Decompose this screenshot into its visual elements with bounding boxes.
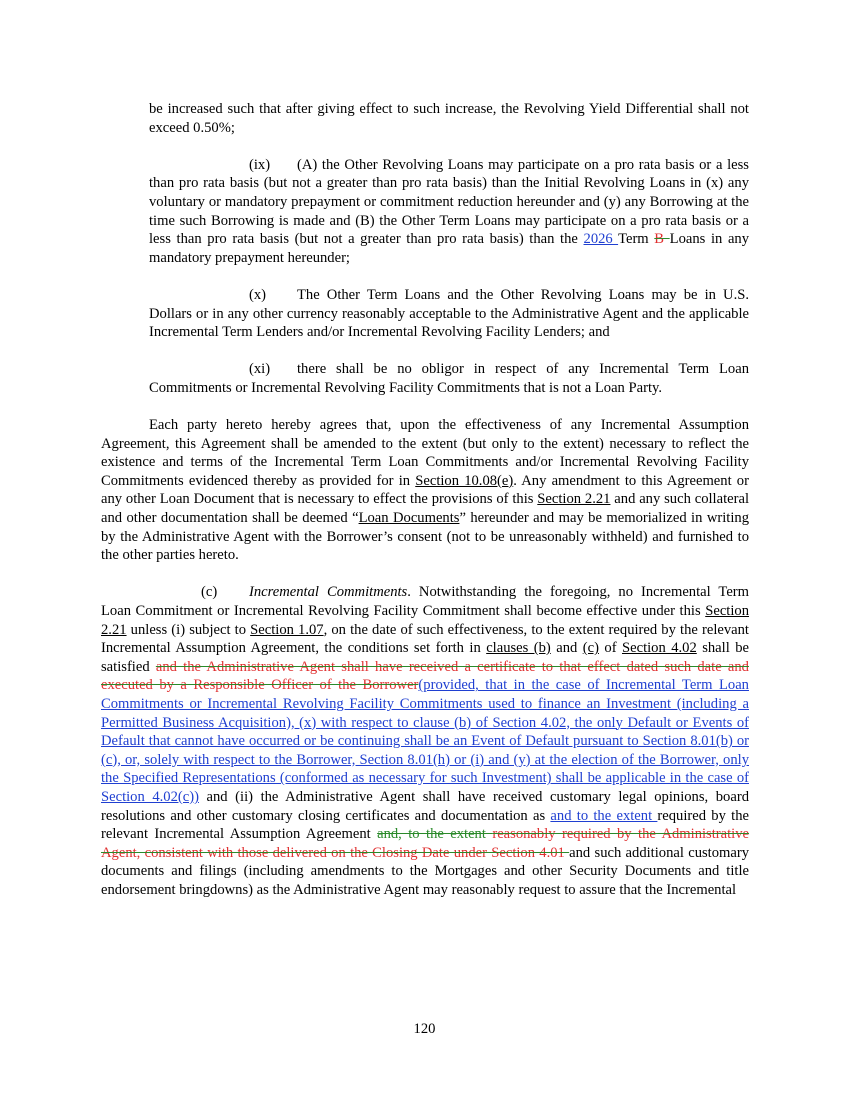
clause-c-number: (c) (201, 584, 218, 601)
section-reference: Section 2.21 (537, 491, 611, 508)
inserted-text: 2026 (583, 231, 619, 248)
each-party-paragraph: Each party hereto hereby agrees that, upon the effectiveness of any Incremental Assumption Agreement, this Agreement shall be amended to the extent (but only to the extent) necessary to reflect the existence and terms of the Incremental Term Loan Commitments and/or Incremental Revolving Facility Commitments evidenced thereby as provided for in Section 10.08(e). Any amendment to this Agreement or any other Loan Document that is necessary to effect the provisions of this Section 2.21 and any such collateral and other documentation shall be deemed “Loan Documents” hereunder and may be memorialized in writing by the Administrative Agent with the Borrower’s consent (not to be unreasonably withheld) and furnished to the other parties hereto. (101, 417, 749, 564)
clause-xi: (xi) there shall be no obligor in respect of any Incremental Term Loan Commitments or Incremental Revolving Facility Commitments that is not a Loan Party. (149, 361, 749, 396)
section-reference: Section 10.08(e) (415, 472, 514, 489)
inserted-text: (provided, that in the case of Incremental Term Loan Commitments or Incremental Revolving Facility Commitments used to finance an Investment (including a Permitted Business Acquisition), (x) with respect to clause (b) of Section 4.02, the only Default or Events of Default that cannot have occurred or be continuing shall be an Event of Default pursuant to Section 8.01(b) or (c), or, solely with respect to the Borrower, Section 8.01(h) or (i) and (y) at the election of the Borrower, only the Specified Representations (conformed as necessary for such Investment) shall be applicable in the case of Section 4.02(c)) (101, 677, 749, 805)
clause-ix-number: (ix) (249, 156, 271, 173)
defined-term-reference: Loan Documents (358, 510, 460, 527)
clause-c-heading: Incremental Commitments (249, 584, 408, 601)
clause-ix: (ix) (A) the Other Revolving Loans may participate on a pro rata basis or a less than pro rata basis (but not a greater than pro rata basis) than the Initial Revolving Loans in (x) any voluntary or mandatory prepayment or commitment reduction hereunder and (y) any Borrowing at the time such Borrowing is made and (B) the Other Term Loans may participate on a pro rata basis or a less than pro rata basis (but not a greater than pro rata basis) than the 2026 Term B Loans in any mandatory prepayment hereunder; (149, 156, 750, 266)
deleted-text: and the Administrative Agent shall have received a certificate to that effect dated such date and executed by a Responsible Officer of the Borrower (101, 658, 749, 694)
continued-paragraph (101, 100, 749, 137)
clause-x-number: (x) (249, 286, 267, 303)
section-reference: clauses (b) (486, 640, 551, 657)
deleted-text: reasonably required by the Administrative Agent, consistent with those delivered on the Closing Date under Section 4.01 (101, 826, 750, 861)
section-reference: (c) (582, 640, 599, 657)
clause-c: (c) Incremental Commitments. Notwithstanding the foregoing, no Incremental Term Loan Commitment or Incremental Revolving Facility Commitment shall become effective under this Section 2.21 unless (i) subject to Section 1.07, on the date of such effectiveness, to the extent required by the relevant Incremental Assumption Agreement, the conditions set forth in clauses (b) and (c) of Section 4.02 shall be satisfied and the Administrative Agent shall have received a certificate to that effect dated such date and executed by a Responsible Officer of the Borrower(provided, that in the case of Incremental Term Loan Commitments or Incremental Revolving Facility Commitments used to finance an Investment (including a Permitted Business Acquisition), (x) with respect to clause (b) of Section 4.02, the only Default or Events of Default that cannot have occurred or be continuing shall be an Event of Default pursuant to Section 8.01(b) or (c), or, solely with respect to the Borrower, Section 8.01(h) or (i) and (y) at the election of the Borrower, only the Specified Representations (conformed as necessary for such Investment) shall be applicable in the case of Section 4.02(c)) and (ii) the Administrative Agent shall have received customary legal opinions, board resolutions and other customary closing certificates and documentation as and to the extent required by the relevant Incremental Assumption Agreement and, to the extent reasonably required by the Administrative Agent, consistent with those delivered on the Closing Date under Section 4.01 and such additional customary documents and filings (including amendments to the Mortgages and other Security Documents and title endorsement bringdowns) as the Administrative Agent may reasonably request to assure that the Incremental (101, 584, 750, 898)
deleted-text: and, to the extent (377, 826, 493, 843)
deleted-text: B (654, 231, 670, 248)
document-page (101, 100, 749, 900)
section-reference: Section 1.07 (250, 621, 324, 638)
clause-xi-number: (xi) (249, 361, 271, 378)
clause-x: (x) The Other Term Loans and the Other Revolving Loans may be in U.S. Dollars or in any other currency reasonably acceptable to the Administrative Agent and the applicable Incremental Term Lenders and/or Incremental Revolving Facility Lenders; and (149, 286, 749, 341)
section-reference: Section 4.02 (622, 640, 697, 657)
continued-text: be increased such that after giving effect to such increase, the Revolving Yield Differential shall not exceed 0.50%; (149, 101, 749, 136)
page-number: 120 (413, 1021, 436, 1037)
section-reference: Section 2.21 (101, 603, 749, 638)
inserted-text: and to the extent (550, 807, 658, 824)
